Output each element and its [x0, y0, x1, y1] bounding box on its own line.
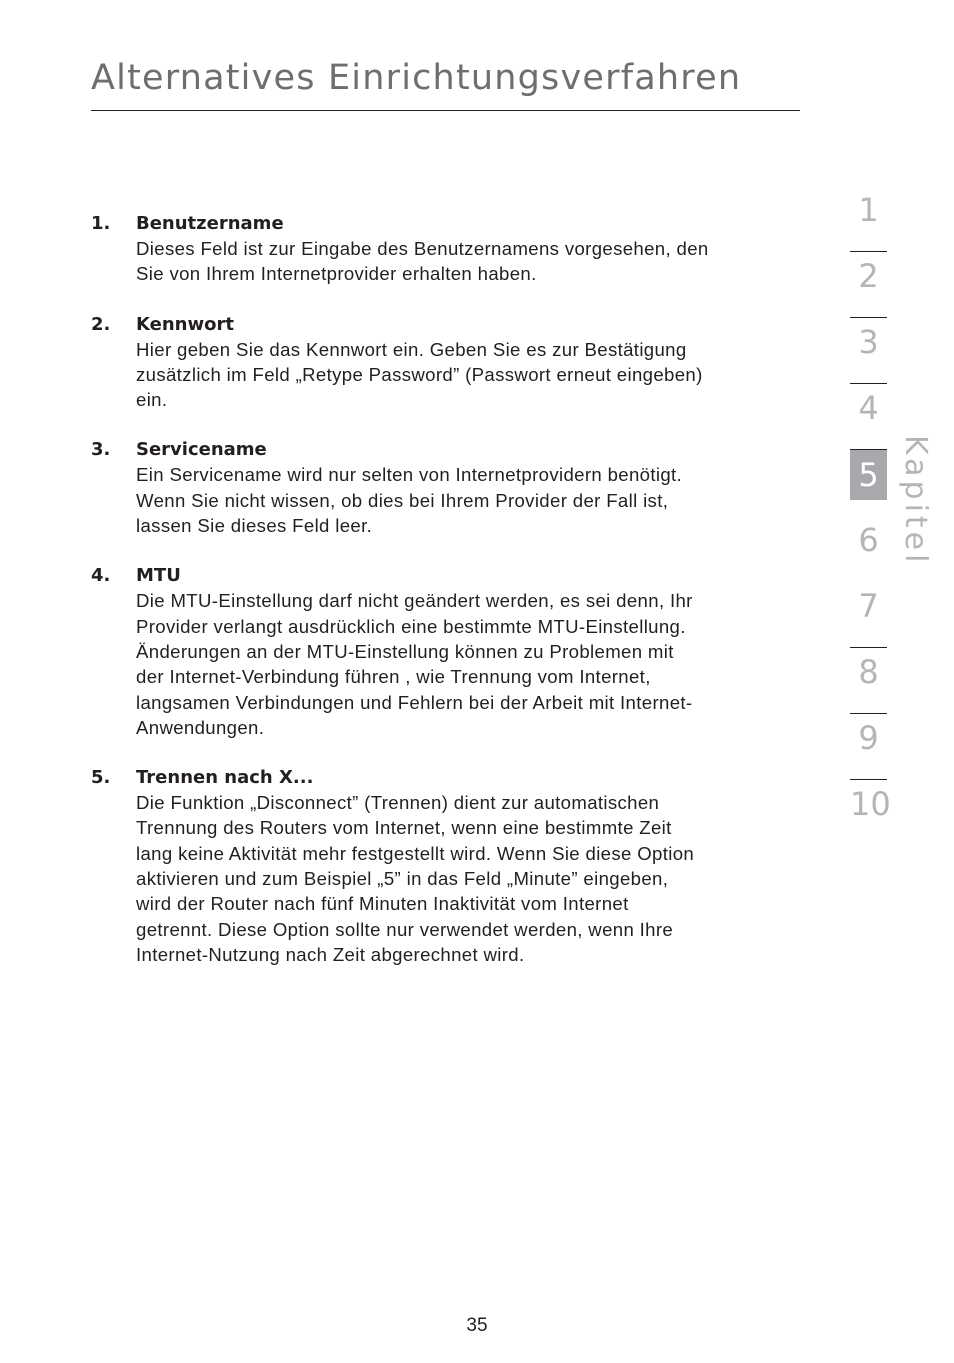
- chapter-number: 8: [858, 653, 879, 691]
- description-line: ein.: [136, 389, 168, 411]
- chapter-tab-8[interactable]: [850, 648, 887, 714]
- chapter-number: 7: [858, 587, 879, 625]
- list-item: [91, 437, 811, 538]
- description-line: Provider verlangt ausdrücklich eine bestimmte MTU-Einstellung.: [136, 615, 686, 637]
- list-item: [91, 563, 811, 740]
- item-description: [136, 337, 808, 413]
- chapter-tab-7[interactable]: [850, 582, 887, 648]
- description-line: langsamen Verbindungen und Fehlern bei der Arbeit mit Internet-: [136, 691, 693, 713]
- chapter-label: Kapitel: [898, 435, 933, 567]
- chapter-tab-1[interactable]: [850, 186, 887, 252]
- chapter-number: 1: [858, 191, 879, 229]
- list-item: [91, 765, 811, 967]
- description-line: Hier geben Sie das Kennwort ein. Geben Sie es zur Bestätigung: [136, 338, 687, 360]
- description-line: lassen Sie dieses Feld leer.: [136, 515, 373, 537]
- list-item: [91, 312, 811, 413]
- title-divider: [91, 110, 800, 111]
- description-line: getrennt. Diese Option sollte nur verwendet werden, wenn Ihre: [136, 918, 674, 940]
- description-line: Trennung des Routers vom Internet, wenn eine bestimmte Zeit: [136, 817, 672, 839]
- item-heading: Kennwort: [136, 313, 234, 335]
- item-description: [136, 462, 808, 538]
- description-line: lang keine Aktivität mehr festgestellt wird. Wenn Sie diese Option: [136, 842, 695, 864]
- description-line: Wenn Sie nicht wissen, ob dies bei Ihrem Provider der Fall ist,: [136, 489, 669, 511]
- chapter-tab-9[interactable]: [850, 714, 887, 780]
- chapter-number: 10: [850, 785, 891, 823]
- item-number: 2.: [91, 313, 111, 335]
- item-number: 5.: [91, 767, 111, 789]
- chapter-tab-2[interactable]: [850, 252, 887, 318]
- chapter-number: 3: [858, 323, 879, 361]
- description-line: Anwendungen.: [136, 716, 265, 738]
- description-line: Internet-Nutzung nach Zeit abgerechnet wird.: [136, 943, 525, 965]
- description-line: Die Funktion „Disconnect” (Trennen) dient zur automatischen: [136, 792, 660, 814]
- page-title: Alternatives Einrichtungsverfahren: [91, 58, 742, 98]
- chapter-nav: [850, 186, 891, 846]
- chapter-tab-10[interactable]: [850, 780, 891, 846]
- item-heading: Servicename: [136, 439, 267, 461]
- description-line: Sie von Ihrem Internetprovider erhalten haben.: [136, 263, 537, 285]
- description-line: zusätzlich im Feld „Retype Password” (Passwort erneut eingeben): [136, 363, 703, 385]
- chapter-tab-4[interactable]: [850, 384, 887, 450]
- chapter-number: 2: [858, 257, 879, 295]
- description-line: Änderungen an der MTU-Einstellung können zu Problemen mit: [136, 640, 674, 662]
- settings-list: [91, 211, 811, 992]
- description-line: aktivieren und zum Beispiel „5” in das Feld „Minute” eingeben,: [136, 868, 669, 890]
- chapter-number: 6: [858, 521, 879, 559]
- chapter-number: 4: [858, 389, 879, 427]
- item-heading: MTU: [136, 565, 181, 587]
- page-number: 35: [466, 1315, 488, 1336]
- description-line: Dieses Feld ist zur Eingabe des Benutzernamens vorgesehen, den: [136, 238, 709, 259]
- item-heading: Benutzername: [136, 213, 284, 234]
- description-line: der Internet-Verbindung führen , wie Trennung vom Internet,: [136, 666, 651, 688]
- item-description: [136, 790, 808, 967]
- chapter-number: 9: [858, 719, 879, 757]
- item-number: 1.: [91, 213, 111, 234]
- list-item: [91, 211, 811, 287]
- item-heading: Trennen nach X...: [136, 767, 314, 789]
- item-number: 3.: [91, 439, 111, 461]
- item-description: [136, 588, 808, 740]
- chapter-tab-6[interactable]: [850, 516, 887, 582]
- chapter-number: 5: [850, 450, 887, 500]
- item-description: [136, 236, 808, 287]
- chapter-tab-3[interactable]: [850, 318, 887, 384]
- description-line: Ein Servicename wird nur selten von Internetprovidern benötigt.: [136, 464, 683, 486]
- description-line: wird der Router nach fünf Minuten Inaktivität vom Internet: [136, 893, 629, 915]
- description-line: Die MTU-Einstellung darf nicht geändert werden, es sei denn, Ihr: [136, 590, 693, 612]
- chapter-tab-5-active[interactable]: [850, 450, 887, 516]
- item-number: 4.: [91, 565, 111, 587]
